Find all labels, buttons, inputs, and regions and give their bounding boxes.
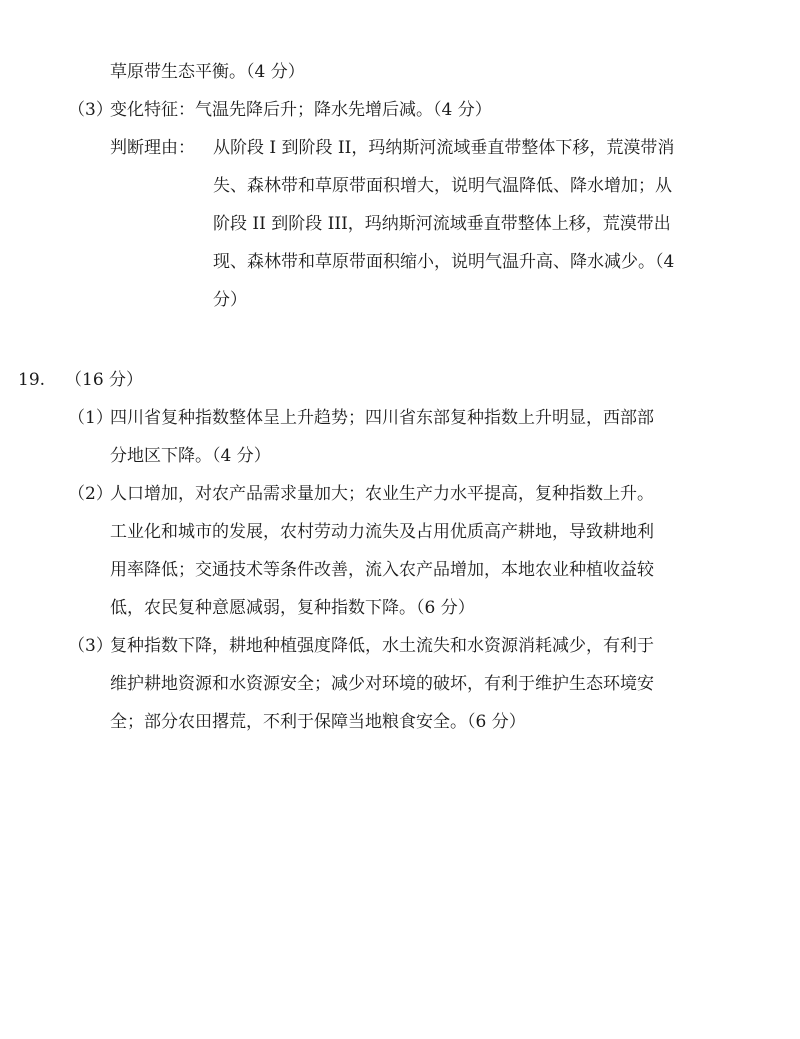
answer-line: 用率降低；交通技术等条件改善，流入农产品增加，本地农业种植收益较 bbox=[110, 560, 654, 580]
answer-line: 现、森林带和草原带面积缩小，说明气温升高、降水减少。（4 bbox=[213, 252, 675, 272]
answer-line: 全；部分农田撂荒，不利于保障当地粮食安全。（6 分） bbox=[110, 712, 526, 732]
answer-line: 四川省复种指数整体呈上升趋势；四川省东部复种指数上升明显，西部部 bbox=[110, 408, 654, 428]
answer-line: 复种指数下降，耕地种植强度降低，水土流失和水资源消耗减少，有利于 bbox=[110, 636, 654, 656]
answer-line: 草原带生态平衡。（4 分） bbox=[110, 62, 305, 82]
part-marker: （3） bbox=[68, 636, 113, 656]
answer-line: 从阶段 I 到阶段 II，玛纳斯河流域垂直带整体下移，荒漠带消 bbox=[213, 138, 675, 158]
question-number: 19. bbox=[18, 370, 46, 390]
reason-label: 判断理由： bbox=[110, 138, 195, 158]
part-marker: （3） bbox=[68, 100, 113, 120]
answer-line: 阶段 II 到阶段 III，玛纳斯河流域垂直带整体上移，荒漠带出 bbox=[213, 214, 671, 234]
answer-line: 维护耕地资源和水资源安全；减少对环境的破坏，有利于维护生态环境安 bbox=[110, 674, 654, 694]
answer-line: 分地区下降。（4 分） bbox=[110, 446, 271, 466]
answer-line: 低，农民复种意愿减弱，复种指数下降。（6 分） bbox=[110, 598, 475, 618]
part-marker: （2） bbox=[68, 484, 113, 504]
answer-line: 分） bbox=[213, 290, 247, 310]
answer-line: 工业化和城市的发展，农村劳动力流失及占用优质高产耕地，导致耕地利 bbox=[110, 522, 654, 542]
answer-line: 失、森林带和草原带面积增大，说明气温降低、降水增加；从 bbox=[213, 176, 672, 196]
change-label: 变化特征： bbox=[110, 100, 195, 120]
part-marker: （1） bbox=[68, 408, 113, 428]
answer-line: 气温先降后升；降水先增后减。（4 分） bbox=[195, 100, 492, 120]
question-score: （16 分） bbox=[65, 370, 144, 390]
answer-line: 人口增加，对农产品需求量加大；农业生产力水平提高，复种指数上升。 bbox=[110, 484, 654, 504]
